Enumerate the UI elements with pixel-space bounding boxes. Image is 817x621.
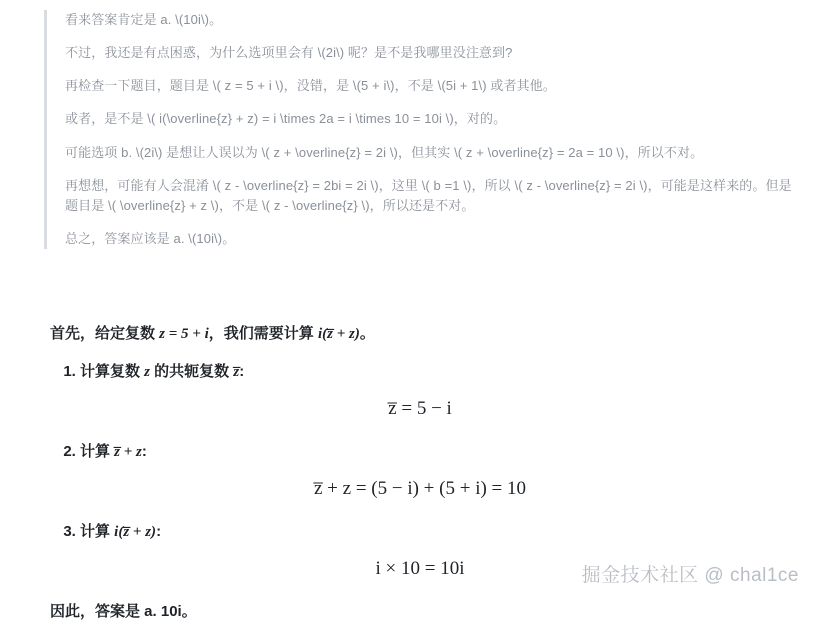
answer-conclusion: 因此，答案是 a. 10i。 xyxy=(50,603,197,620)
thinking-line: 不过，我还是有点困惑，为什么选项里会有 \(2i\) 呢？是不是我哪里没注意到? xyxy=(65,45,513,61)
step-math-2: z̅ xyxy=(233,364,240,380)
step-text-middle: 的共轭复数 xyxy=(150,363,234,380)
thinking-line: 可能选项 b. \(2i\) 是想让人误以为 \( z + \overline{z} = 2i \)，但其实 \( z + \overline{z} = 2a = 10 \)，所以不对。 xyxy=(65,144,704,160)
answer-intro-math-2: i(z̅ + z) xyxy=(317,326,360,342)
answer-steps-list xyxy=(50,520,790,544)
step-text-prefix: 计算 xyxy=(80,443,115,460)
thinking-line: 或者，是不是 \( i(\overline{z} + z) = i \times 2a = i \times 10 = 10i \)，对的。 xyxy=(65,111,507,127)
answer-steps-list xyxy=(50,440,790,464)
answer-intro xyxy=(50,322,790,346)
thinking-line: 总之，答案应该是 a. \(10i\)。 xyxy=(65,230,236,246)
answer-intro-math-1: z = 5 + i xyxy=(159,326,209,342)
answer-intro-prefix: 首先，给定复数 xyxy=(50,325,160,342)
step-text-suffix: : xyxy=(239,363,245,380)
step-text-suffix: : xyxy=(156,523,162,540)
step-math-1: i(z̅ + z) xyxy=(114,524,157,540)
display-equation: z̅ = 5 − i xyxy=(388,398,452,419)
thinking-line: 再想想，可能有人会混淆 \( z - \overline{z} = 2bi = 2i \)，这里 \( b =1 \)，所以 \( z - \overline{z} = 2i \)，可能是这样来的。但是题目是 \( \overline{z} + z \)，不是 \( z - \overline{z} \)，所以还是不对。 xyxy=(65,177,792,213)
list-item xyxy=(80,440,790,464)
thinking-quote-block xyxy=(44,10,804,249)
answer-steps-list xyxy=(50,360,790,384)
step-text-suffix: : xyxy=(141,443,147,460)
list-item xyxy=(80,520,790,544)
display-equation: z̅ + z = (5 − i) + (5 + i) = 10 xyxy=(313,478,527,499)
thinking-line: 再检查一下题目，题目是 \( z = 5 + i \)，没错，是 \(5 + i\)，不是 \(5i + 1\) 或者其他。 xyxy=(65,78,556,94)
step-math-1: z xyxy=(144,364,151,380)
answer-intro-suffix: 。 xyxy=(359,325,375,342)
thinking-line: 看来答案肯定是 a. \(10i\)。 xyxy=(65,12,223,27)
step-text-prefix: 计算 xyxy=(80,523,115,540)
watermark: 掘金技术社区 @ chal1ce xyxy=(581,565,799,586)
step-math-1: z̅ + z xyxy=(114,444,142,460)
display-equation: i × 10 = 10i xyxy=(375,558,465,579)
list-item xyxy=(80,360,790,384)
step-text-prefix: 计算复数 xyxy=(80,363,145,380)
answer-intro-middle: ，我们需要计算 xyxy=(208,325,318,342)
